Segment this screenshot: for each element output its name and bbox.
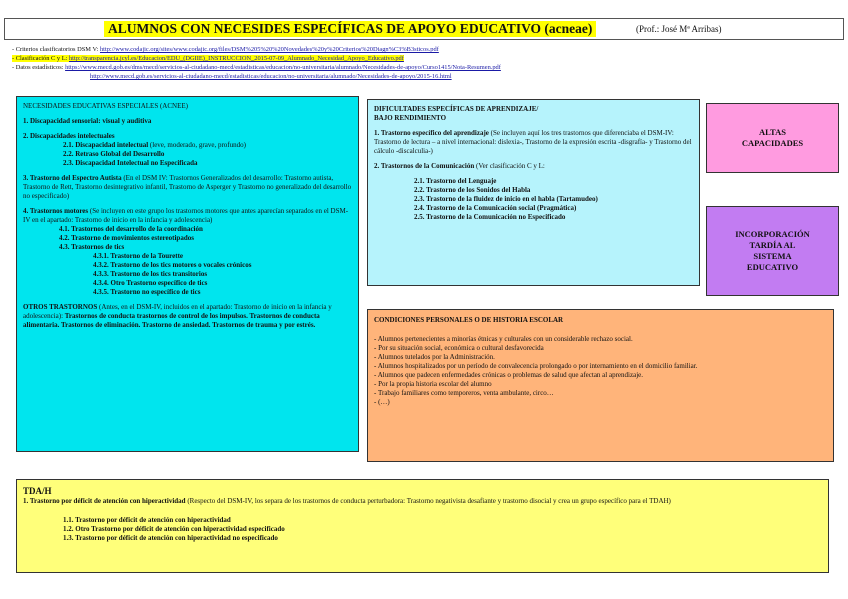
acnee-item-4-3-1: 4.3.1. Trastorno de la Tourette [93, 252, 184, 260]
dea-item-2-3: 2.3. Trastorno de la fluidez de inicio en el habla (Tartamudeo) [414, 195, 598, 203]
condiciones-box [367, 309, 834, 462]
acnee-item-4-title: 4. Trastornos motores [23, 207, 89, 215]
reference-line-dsm [12, 46, 439, 54]
dea-item-2 [374, 162, 693, 171]
dea-box [367, 99, 700, 286]
dea-item-1-title: 1. Trastorno específico del aprendizaje [374, 129, 489, 137]
incorporacion-line-2: TARDÍA AL [749, 240, 796, 250]
dea-item-2-4: 2.4. Trastorno de la Comunicación social (Pragmática) [414, 204, 577, 212]
condiciones-item: - Por su situación social, económica o cultural desfavorecida [374, 344, 544, 352]
author-credit: (Prof.: José Mª Arribas) [636, 24, 722, 34]
tdah-item-1-2: 1.2. Otro Trastorno por déficit de atención con hiperactividad especificado [63, 525, 285, 533]
acnee-item-2: 2. Discapacidades intelectuales [23, 132, 115, 140]
reference-line-cyl [12, 55, 404, 63]
dea-item-2-2: 2.2. Trastorno de los Sonidos del Habla [414, 186, 531, 194]
reference-link-cyl[interactable]: http://transparencia.jcyl.es/Educacion/EDU_(DGIIE)_INSTRUCCION_2015-07-09_Alumnado_Necesidad_Apoyo_Educativo.pdf [68, 55, 404, 62]
acnee-item-4-3: 4.3. Trastornos de tics [59, 243, 125, 251]
altas-line-2: CAPACIDADES [741, 138, 804, 148]
dea-item-2-5: 2.5. Trastorno de la Comunicación no Especificado [414, 213, 566, 221]
dea-heading-1: DIFICULTADES ESPECÍFICAS DE APRENDIZAJE/ [374, 105, 539, 113]
acnee-otros-title: OTROS TRASTORNOS [23, 303, 98, 311]
incorporacion-line-4: EDUCATIVO [746, 262, 799, 272]
acnee-item-2-1 [23, 141, 352, 150]
dea-item-1-note: (Se incluyen aquí los tres trastornos que diferenciaba el DSM-IV: Trastorno de lectura – a nivel internacional: dislexia-, Trastorno de la expresión escrita -disgrafía- y Trastorno del cálculo -discalculia-) [374, 129, 692, 155]
dea-item-2-1: 2.1. Trastorno del Lenguaje [414, 177, 497, 185]
acnee-item-4-2: 4.2. Trastorno de movimientos estereotipados [59, 234, 194, 242]
tdah-heading: TDA/H [23, 486, 52, 496]
reference-label: - Datos estadísticos: [12, 64, 66, 71]
acnee-box [16, 96, 359, 452]
altas-line-1: ALTAS [759, 127, 786, 137]
acnee-item-2-3: 2.3. Discapacidad Intelectual no Especificada [63, 159, 198, 167]
acnee-item-3 [23, 174, 352, 201]
acnee-item-4-3-5: 4.3.5. Trastorno no específico de tics [93, 288, 201, 296]
tdah-item-1-note: (Respecto del DSM-IV, los separa de los trastornos de conducta perturbadora: Trastorno negativista desafiante y trastorno disocial y crea un grupo específico para el TDAH) [185, 497, 671, 505]
dea-item-2-title: 2. Trastornos de la Comunicación [374, 162, 475, 170]
acnee-item-2-1-title: 2.1. Discapacidad intelectual [63, 141, 149, 149]
incorporacion-tardia-box [706, 206, 839, 296]
acnee-otros [23, 303, 352, 330]
condiciones-item: - Alumnos hospitalizados por un período de convalecencia prolongado o por internamiento en el domicilio familiar. [374, 362, 698, 370]
condiciones-heading: CONDICIONES PERSONALES O DE HISTORIA ESCOLAR [374, 316, 564, 324]
tdah-item-1-1: 1.1. Trastorno por déficit de atención con hiperactividad [63, 516, 231, 524]
acnee-otros-note: (Antes, en el DSM-IV, incluidos en el apartado: Trastorno de inicio en la infancia y adolescencia): [23, 303, 332, 320]
condiciones-item: - Por la propia historia escolar del alumno [374, 380, 492, 388]
acnee-item-3-note: (En el DSM IV: Trastornos Generalizados del desarrollo: Trastorno autista, Trastorno de Rett, Trastorno desintegrativo infantil, Trastorno de Asperger y Trastorno no generalizado del desarrollo no especificado) [23, 174, 352, 200]
acnee-item-2-1-note: (leve, moderado, grave, profundo) [148, 141, 246, 149]
reference-link-stats-2[interactable]: http://www.mecd.gob.es/servicios-al-ciudadano-mecd/estadisticas/educacion/no-universitaria/alumnado/Necesidades-de-apoyo/2015-16.html [90, 73, 452, 80]
tdah-box [16, 479, 829, 573]
condiciones-item: - Trabajo familiares como temporeros, venta ambulante, circo… [374, 389, 554, 397]
acnee-item-4-note: (Se incluyen en este grupo los trastornos motores que antes aparecían separados en el DSM-IV en el apartado: Trastorno de inicio en la infancia y adolescencia) [23, 207, 349, 224]
incorporacion-line-3: SISTEMA [753, 251, 792, 261]
altas-capacidades-box [706, 103, 839, 173]
acnee-item-4-3-3: 4.3.3. Trastorno de los tics transitorios [93, 270, 208, 278]
tdah-item-1 [23, 497, 822, 506]
condiciones-item: - (…) [374, 398, 390, 406]
page-title: ALUMNOS CON NECESIDES ESPECÍFICAS DE APOYO EDUCATIVO (acneae) [104, 21, 596, 37]
acnee-item-1: 1. Discapacidad sensorial: visual y auditiva [23, 117, 152, 125]
acnee-item-2-2: 2.2. Retraso Global del Desarrollo [63, 150, 165, 158]
condiciones-item: - Alumnos pertenecientes a minorías étnicas y culturales con un considerable rechazo social. [374, 335, 633, 343]
incorporacion-line-1: INCORPORACIÓN [735, 229, 810, 239]
reference-link-dsm[interactable]: http://www.codajic.org/sites/www.codajic.org/files/DSM%205%20%20Novedades%20y%20Criterios%20Diagn%C3%B3sticos.pdf [99, 46, 439, 53]
dea-heading-2: BAJO RENDIMIENTO [374, 114, 447, 122]
acnee-item-4 [23, 207, 352, 225]
condiciones-item: - Alumnos tutelados por la Administración. [374, 353, 495, 361]
acnee-item-4-3-2: 4.3.2. Trastorno de los tics motores o vocales crónicos [93, 261, 252, 269]
acnee-item-3-title: 3. Trastorno del Espectro Autista [23, 174, 122, 182]
acnee-item-4-3-4: 4.3.4. Otro Trastorno específico de tics [93, 279, 208, 287]
tdah-item-1-title: 1. Trastorno por déficit de atención con hiperactividad [23, 497, 186, 505]
acnee-heading: NECESIDADES EDUCATIVAS ESPECIALES (ACNEE) [23, 102, 188, 110]
dea-item-1 [374, 129, 693, 156]
tdah-item-1-3: 1.3. Trastorno por déficit de atención con hiperactividad no especificado [63, 534, 278, 542]
reference-label: - Criterios clasificatorios DSM V: [12, 46, 100, 53]
reference-link-stats[interactable]: https://www.mecd.gob.es/dms/mecd/servicios-al-ciudadano-mecd/estadisticas/educacion/no-universitaria/alumnado/Necesidades-de-apoyo/Curso1415/Nota-Resumen.pdf [65, 64, 501, 71]
acnee-otros-list: Trastornos de conducta trastornos de control de los impulsos. Trastornos de conducta alimentaria. Trastornos de eliminación. Trastorno de ansiedad. Trastornos de trauma y por estrés. [23, 312, 320, 329]
reference-line-stats-2 [90, 73, 452, 81]
reference-label: - Clasificación C y L: [12, 55, 69, 62]
dea-item-2-note: (Ver clasificación C y L: [474, 162, 545, 170]
condiciones-item: - Alumnos que padecen enfermedades crónicas o problemas de salud que afectan al aprendizaje. [374, 371, 643, 379]
reference-line-stats [12, 64, 501, 72]
acnee-item-4-1: 4.1. Trastornos del desarrollo de la coordinación [59, 225, 203, 233]
